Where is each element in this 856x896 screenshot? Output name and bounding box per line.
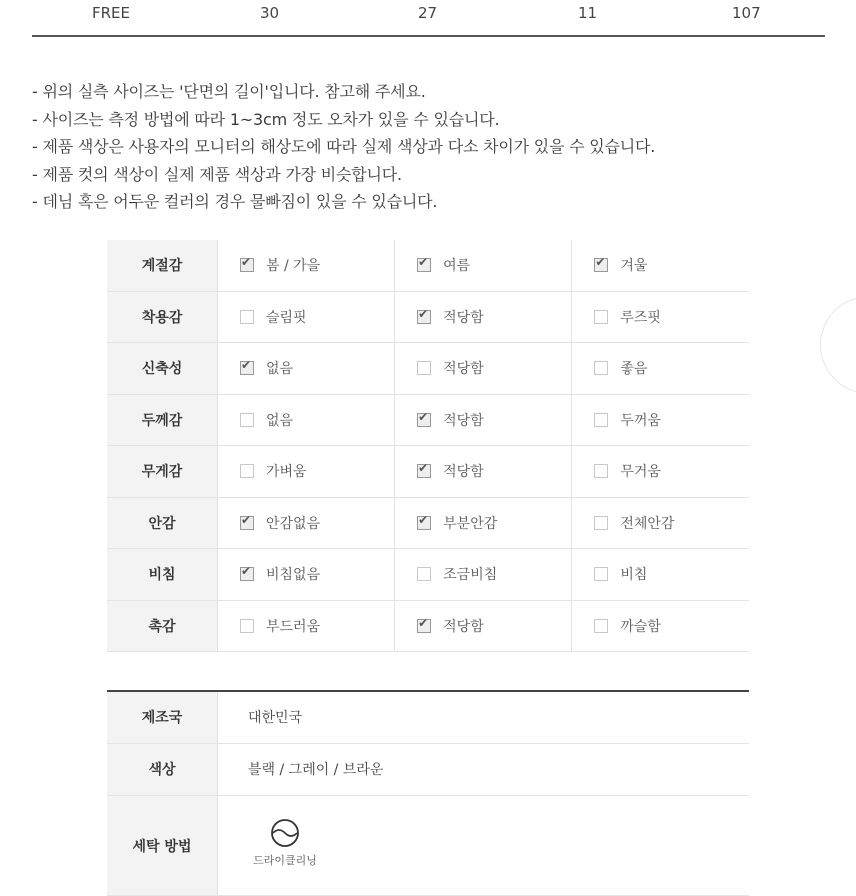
attribute-option bbox=[218, 343, 395, 395]
option-wrapper bbox=[572, 513, 749, 533]
option-wrapper bbox=[395, 307, 571, 327]
option-label: 적당함 bbox=[443, 309, 484, 326]
info-row-color bbox=[107, 743, 749, 795]
attribute-option bbox=[572, 291, 749, 343]
unchecked-checkbox[interactable] bbox=[240, 413, 254, 427]
option-wrapper bbox=[218, 410, 394, 430]
checked-checkbox[interactable] bbox=[240, 361, 254, 375]
option-wrapper bbox=[395, 255, 571, 275]
option-wrapper bbox=[395, 513, 571, 533]
note-item: - 제품 컷의 색상이 실제 제품 색상과 가장 비슷합니다. bbox=[32, 164, 402, 184]
option-wrapper bbox=[572, 564, 749, 584]
attribute-row bbox=[107, 446, 749, 498]
option-label: 안감없음 bbox=[266, 515, 321, 532]
attribute-option bbox=[572, 240, 749, 291]
wash-cell bbox=[218, 795, 750, 895]
option-label: 전체안감 bbox=[620, 515, 675, 532]
unchecked-checkbox[interactable] bbox=[417, 567, 431, 581]
checked-checkbox[interactable] bbox=[417, 258, 431, 272]
attribute-option bbox=[572, 394, 749, 446]
checked-checkbox[interactable] bbox=[240, 258, 254, 272]
option-label: 적당함 bbox=[443, 412, 484, 429]
attribute-row bbox=[107, 240, 749, 291]
unchecked-checkbox[interactable] bbox=[594, 361, 608, 375]
option-wrapper bbox=[395, 410, 571, 430]
size-cell: FREE bbox=[92, 4, 131, 22]
attribute-option bbox=[395, 240, 572, 291]
unchecked-checkbox[interactable] bbox=[594, 464, 608, 478]
fit-attribute-table bbox=[107, 240, 749, 652]
checked-checkbox[interactable] bbox=[594, 258, 608, 272]
size-cell: 11 bbox=[578, 4, 598, 22]
size-cell: 107 bbox=[732, 4, 761, 22]
attribute-row bbox=[107, 549, 749, 601]
note-item: - 제품 색상은 사용자의 모니터의 해상도에 따라 실제 색상과 다소 차이가 있을 수 있습니다. bbox=[32, 137, 656, 156]
attribute-option bbox=[572, 446, 749, 498]
checked-checkbox[interactable] bbox=[417, 413, 431, 427]
info-row-origin bbox=[107, 692, 749, 743]
option-wrapper bbox=[218, 513, 394, 533]
attribute-row bbox=[107, 497, 749, 549]
scroll-button[interactable] bbox=[820, 296, 856, 394]
option-label: 비침 bbox=[620, 567, 648, 584]
dry-clean-icon bbox=[268, 818, 302, 848]
checked-checkbox[interactable] bbox=[417, 464, 431, 478]
option-label: 슬림핏 bbox=[266, 309, 307, 326]
option-label: 적당함 bbox=[443, 618, 484, 635]
option-label: 봄 / 가을 bbox=[266, 258, 321, 275]
attribute-label: 착용감 bbox=[107, 291, 218, 343]
attribute-row bbox=[107, 394, 749, 446]
option-label: 루즈핏 bbox=[620, 309, 661, 326]
note-item: - 사이즈는 측정 방법에 따라 1~3cm 정도 오차가 있을 수 있습니다. bbox=[32, 109, 500, 129]
unchecked-checkbox[interactable] bbox=[240, 310, 254, 324]
option-wrapper bbox=[572, 410, 749, 430]
product-info-table bbox=[107, 692, 749, 896]
option-label: 겨울 bbox=[620, 258, 648, 275]
attribute-row bbox=[107, 291, 749, 343]
size-cell: 27 bbox=[418, 4, 438, 22]
attribute-option bbox=[572, 343, 749, 395]
attribute-option bbox=[218, 240, 395, 291]
option-wrapper bbox=[395, 358, 571, 378]
attribute-option bbox=[218, 446, 395, 498]
attribute-label: 두께감 bbox=[107, 394, 218, 446]
option-label: 적당함 bbox=[443, 464, 484, 481]
attribute-option bbox=[218, 549, 395, 601]
attribute-label: 안감 bbox=[107, 497, 218, 549]
attribute-label: 비침 bbox=[107, 549, 218, 601]
attribute-option bbox=[395, 291, 572, 343]
option-wrapper bbox=[218, 307, 394, 327]
checked-checkbox[interactable] bbox=[417, 310, 431, 324]
attribute-label: 무게감 bbox=[107, 446, 218, 498]
option-label: 없음 bbox=[266, 361, 294, 378]
divider bbox=[32, 35, 825, 37]
unchecked-checkbox[interactable] bbox=[594, 413, 608, 427]
attribute-option bbox=[395, 497, 572, 549]
option-label: 조금비침 bbox=[443, 567, 498, 584]
option-label: 부드러움 bbox=[266, 618, 321, 635]
size-row bbox=[32, 0, 824, 36]
unchecked-checkbox[interactable] bbox=[594, 516, 608, 530]
option-wrapper bbox=[218, 564, 394, 584]
wash-method-label: 드라이클리닝 bbox=[253, 853, 317, 867]
attribute-option bbox=[395, 549, 572, 601]
option-wrapper bbox=[572, 358, 749, 378]
notes-list bbox=[32, 78, 655, 216]
option-label: 적당함 bbox=[443, 361, 484, 378]
option-label: 없음 bbox=[266, 412, 294, 429]
option-label: 두꺼움 bbox=[620, 412, 661, 429]
info-label: 제조국 bbox=[107, 692, 218, 743]
option-wrapper bbox=[218, 616, 394, 636]
option-wrapper bbox=[218, 255, 394, 275]
option-wrapper bbox=[572, 461, 749, 481]
size-cell: 30 bbox=[260, 4, 280, 22]
attribute-option bbox=[395, 343, 572, 395]
checked-checkbox[interactable] bbox=[240, 567, 254, 581]
option-label: 가벼움 bbox=[266, 464, 307, 481]
option-label: 무거움 bbox=[620, 464, 661, 481]
attribute-option bbox=[395, 446, 572, 498]
option-label: 까슬함 bbox=[620, 618, 661, 635]
option-wrapper bbox=[218, 461, 394, 481]
attribute-option bbox=[572, 497, 749, 549]
note-item: - 데님 혹은 어두운 컬러의 경우 물빠짐이 있을 수 있습니다. bbox=[32, 192, 438, 211]
note-item: - 위의 실측 사이즈는 '단면의 길이'입니다. 참고해 주세요. bbox=[32, 82, 426, 101]
checked-checkbox[interactable] bbox=[417, 619, 431, 633]
attribute-option bbox=[218, 291, 395, 343]
option-label: 비침없음 bbox=[266, 567, 321, 584]
info-value: 대한민국 bbox=[218, 692, 750, 743]
option-wrapper bbox=[395, 461, 571, 481]
attribute-option bbox=[218, 497, 395, 549]
attribute-label: 신축성 bbox=[107, 343, 218, 395]
option-wrapper bbox=[395, 616, 571, 636]
attribute-row bbox=[107, 343, 749, 395]
unchecked-checkbox[interactable] bbox=[240, 619, 254, 633]
unchecked-checkbox[interactable] bbox=[594, 567, 608, 581]
option-label: 여름 bbox=[443, 258, 471, 275]
attribute-option bbox=[572, 549, 749, 601]
attribute-row bbox=[107, 600, 749, 652]
wash-method bbox=[240, 796, 330, 868]
unchecked-checkbox[interactable] bbox=[417, 361, 431, 375]
option-wrapper bbox=[218, 358, 394, 378]
info-row-wash bbox=[107, 795, 749, 895]
attribute-label: 계절감 bbox=[107, 240, 218, 291]
attribute-label: 촉감 bbox=[107, 600, 218, 652]
checked-checkbox[interactable] bbox=[417, 516, 431, 530]
unchecked-checkbox[interactable] bbox=[594, 619, 608, 633]
checked-checkbox[interactable] bbox=[240, 516, 254, 530]
attribute-option bbox=[395, 600, 572, 652]
option-wrapper bbox=[572, 307, 749, 327]
info-label: 색상 bbox=[107, 743, 218, 795]
option-wrapper bbox=[572, 255, 749, 275]
attribute-option bbox=[218, 394, 395, 446]
option-label: 부분안감 bbox=[443, 515, 498, 532]
info-value: 블랙 / 그레이 / 브라운 bbox=[218, 743, 750, 795]
unchecked-checkbox[interactable] bbox=[240, 464, 254, 478]
info-label: 세탁 방법 bbox=[107, 795, 218, 895]
attribute-option bbox=[395, 394, 572, 446]
attribute-option bbox=[218, 600, 395, 652]
option-label: 좋음 bbox=[620, 361, 648, 378]
attribute-option bbox=[572, 600, 749, 652]
option-wrapper bbox=[395, 564, 571, 584]
option-wrapper bbox=[572, 616, 749, 636]
unchecked-checkbox[interactable] bbox=[594, 310, 608, 324]
